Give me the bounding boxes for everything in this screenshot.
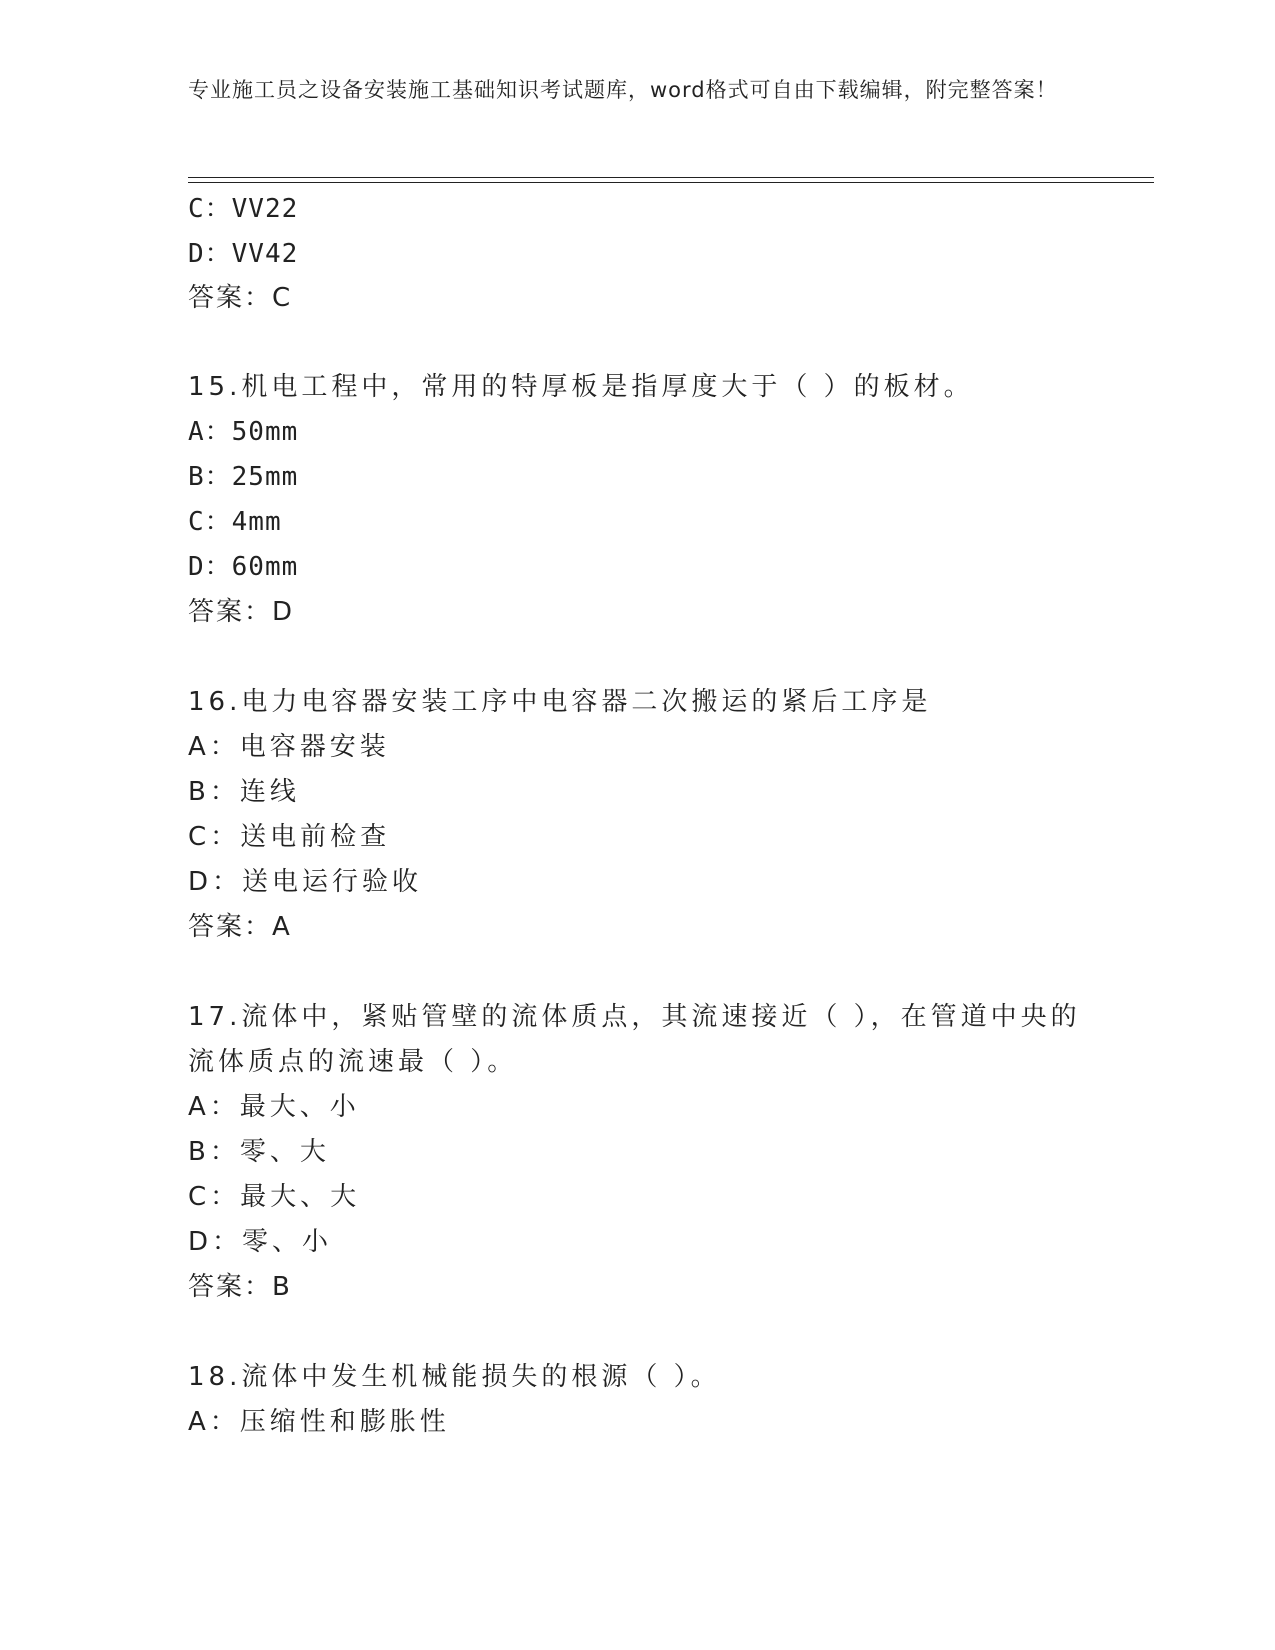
option-c: C：VV22 — [188, 194, 299, 224]
option-d: D：VV42 — [188, 239, 299, 269]
q17-option-d: D：零、小 — [188, 1227, 333, 1257]
q16-option-b: B：连线 — [188, 777, 300, 807]
q17-option-c: C：最大、大 — [188, 1182, 361, 1212]
q16-answer: 答案：A — [188, 912, 292, 942]
q15-option-d: D：60mm — [188, 552, 299, 582]
q15-option-b: B：25mm — [188, 462, 299, 492]
question-18: 18.流体中发生机械能损失的根源（ ）。 — [188, 1362, 721, 1392]
question-15: 15.机电工程中，常用的特厚板是指厚度大于（ ）的板材。 — [188, 372, 974, 402]
q17-option-a: A：最大、小 — [188, 1092, 360, 1122]
q18-option-a: A：压缩性和膨胀性 — [188, 1407, 450, 1437]
q17-option-b: B：零、大 — [188, 1137, 330, 1167]
q16-option-c: C：送电前检查 — [188, 822, 391, 852]
question-16: 16.电力电容器安装工序中电容器二次搬运的紧后工序是 — [188, 687, 932, 717]
q16-option-d: D：送电运行验收 — [188, 867, 423, 897]
document-header: 专业施工员之设备安装施工基础知识考试题库，word格式可自由下载编辑，附完整答案！ — [188, 78, 1058, 102]
q15-answer: 答案：D — [188, 597, 295, 627]
question-17-line-2: 流体质点的流速最（ ）。 — [188, 1047, 518, 1077]
q15-option-c: C：4mm — [188, 507, 282, 537]
header-rule-top — [188, 177, 1154, 178]
q17-answer: 答案：B — [188, 1272, 292, 1302]
q15-option-a: A：50mm — [188, 417, 299, 447]
answer: 答案：C — [188, 283, 293, 313]
header-rule-bottom — [188, 182, 1154, 183]
q16-option-a: A：电容器安装 — [188, 732, 390, 762]
question-17-line-1: 17.流体中，紧贴管壁的流体质点，其流速接近（ ），在管道中央的 — [188, 1002, 1081, 1032]
